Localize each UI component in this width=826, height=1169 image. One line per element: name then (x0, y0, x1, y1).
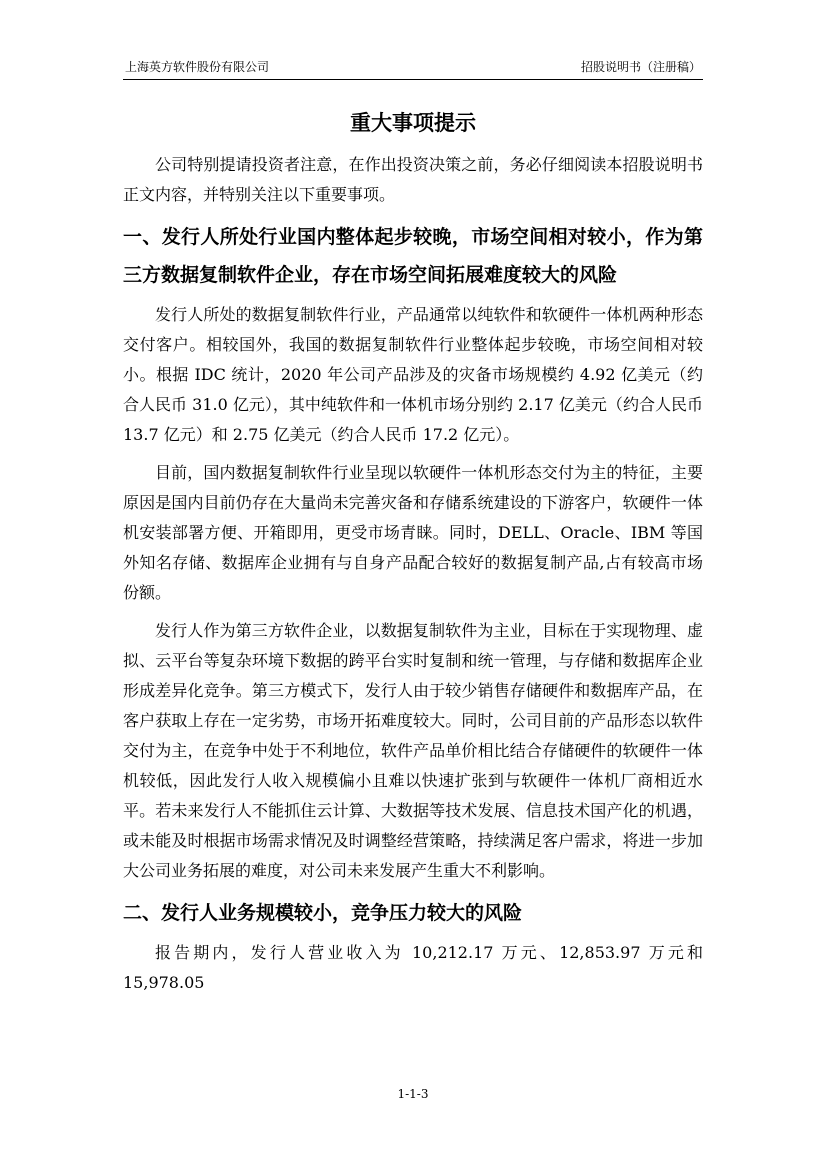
intro-paragraph: 公司特别提请投资者注意，在作出投资决策之前，务必仔细阅读本招股说明书正文内容，并特别关注以下重要事项。 (123, 155, 703, 204)
section-2-heading: 二、发行人业务规模较小，竞争压力较大的风险 (123, 902, 523, 924)
page-header (123, 57, 703, 77)
header-divider (123, 79, 703, 80)
page-number: 1-1-3 (397, 1087, 429, 1101)
page-title: 重大事项提示 (350, 110, 476, 135)
section-2-paragraph-1: 报告期内，发行人营业收入为 10,212.17 万元、12,853.97 万元和 15,978.05 (123, 943, 703, 992)
page-content (123, 100, 703, 1006)
section-1-paragraph-1: 发行人所处的数据复制软件行业，产品通常以纯软件和软硬件一体机两种形态交付客户。相较国外，我国的数据复制软件行业整体起步较晚，市场空间相对较小。根据 IDC 统计，2020 年公司产品涉及的灾备市场规模约 4.92 亿美元（约合人民币 31.0 亿元），其中纯软件和一体机市场分别约 2.17 亿美元（约合人民币 13.7 亿元）和 2.75 亿美元（约合人民币 17.2 亿元）。 (123, 305, 703, 444)
section-1-heading: 一、发行人所处行业国内整体起步较晚，市场空间相对较小，作为第三方数据复制软件企业，存在市场空间拓展难度较大的风险 (123, 226, 703, 286)
header-company-name: 上海英方软件股份有限公司 (125, 60, 270, 74)
header-document-type: 招股说明书（注册稿） (580, 60, 701, 74)
section-1-paragraph-2: 目前，国内数据复制软件行业呈现以软硬件一体机形态交付为主的特征，主要原因是国内目前仍存在大量尚未完善灾备和存储系统建设的下游客户，软硬件一体机安装部署方便、开箱即用，更受市场青睐。同时，DELL、Oracle、IBM 等国外知名存储、数据库企业拥有与自身产品配合较好的数据复制产品,占有较高市场份额。 (123, 463, 703, 602)
section-1-paragraph-3: 发行人作为第三方软件企业，以数据复制软件为主业，目标在于实现物理、虚拟、云平台等复杂环境下数据的跨平台实时复制和统一管理，与存储和数据库企业形成差异化竞争。第三方模式下，发行人由于较少销售存储硬件和数据库产品，在客户获取上存在一定劣势，市场开拓难度较大。同时，公司目前的产品形态以软件交付为主，在竞争中处于不利地位，软件产品单价相比结合存储硬件的软硬件一体机较低，因此发行人收入规模偏小且难以快速扩张到与软硬件一体机厂商相近水平。若未来发行人不能抓住云计算、大数据等技术发展、信息技术国产化的机遇，或未能及时根据市场需求情况及时调整经营策略，持续满足客户需求，将进一步加大公司业务拓展的难度，对公司未来发展产生重大不利影响。 (123, 621, 703, 880)
